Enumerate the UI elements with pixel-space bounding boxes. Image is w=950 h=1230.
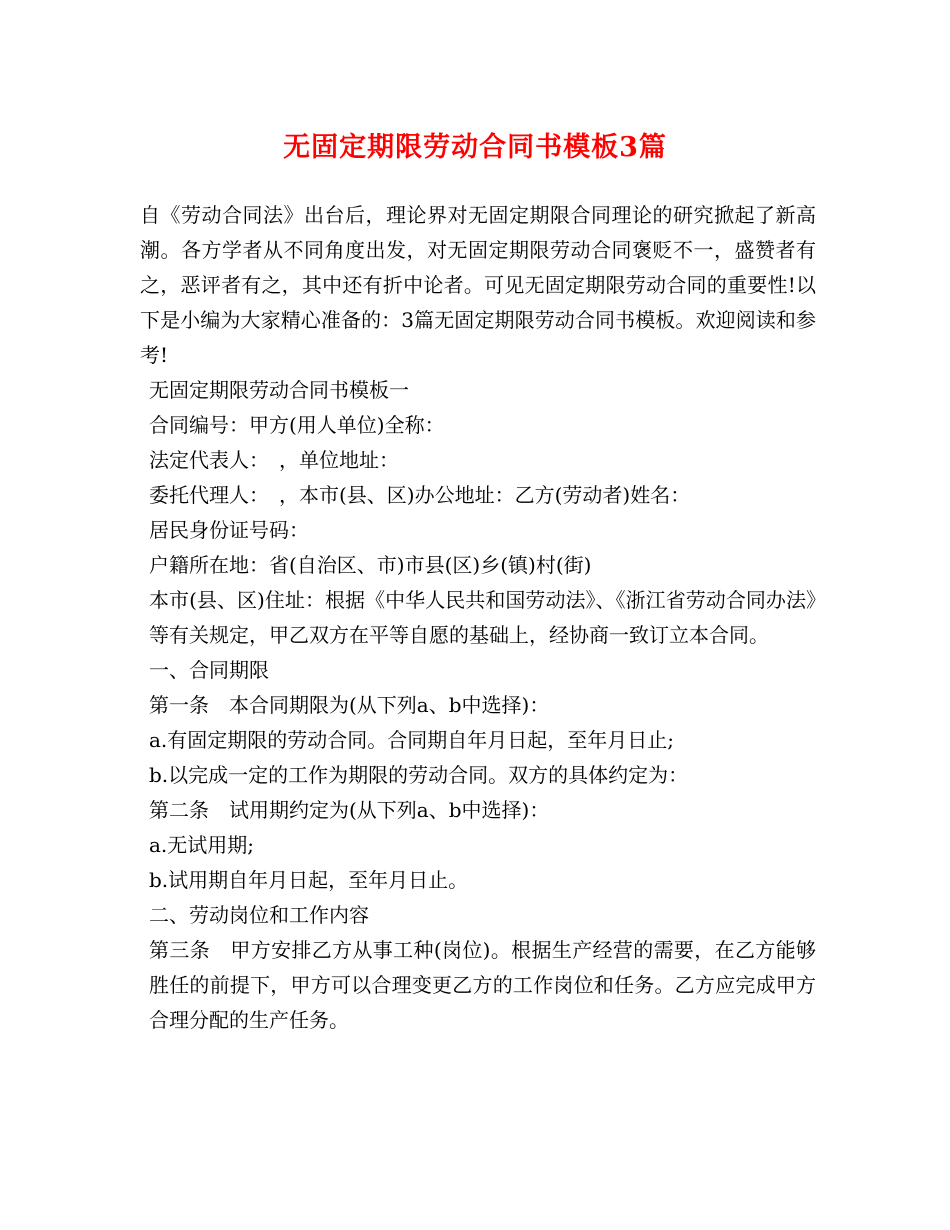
article-two-line: 第二条 试用期约定为(从下列a、b中选择)： [149, 798, 550, 822]
legal-representative-line: 法定代表人： ，单位地址： [149, 448, 399, 472]
intro-paragraph: 自《劳动合同法》出台后，理论界对无固定期限合同理论的研究掀起了新高潮。各方学者从不同角度出发，对无固定期限劳动合同褒贬不一，盛赞者有之，恶评者有之，其中还有折中论者。可见无固定期限劳动合同的重要性!以下是小编为大家精心准备的：3篇无固定期限劳动合同书模板。欢迎阅读和参考! [140, 203, 816, 367]
id-number-line: 居民身份证号码： [149, 518, 309, 542]
article-one-line: 第一条 本合同期限为(从下列a、b中选择)： [149, 693, 550, 717]
option-a-no-probation-line: a.无试用期; [149, 833, 255, 857]
document-title: 无固定期限劳动合同书模板3篇 [283, 132, 667, 163]
option-b-task-term-line: b.以完成一定的工作为期限的劳动合同。双方的具体约定为： [149, 763, 689, 787]
residence-address-paragraph: 本市(县、区)住址：根据《中华人民共和国劳动法》、《浙江省劳动合同办法》等有关规定，甲乙双方在平等自愿的基础上，经协商一致订立本合同。 [149, 588, 816, 647]
option-a-fixed-term-line: a.有固定期限的劳动合同。合同期自年月日起，至年月日止; [149, 728, 675, 752]
section-heading-job-position: 二、劳动岗位和工作内容 [149, 903, 369, 927]
household-registration-line: 户籍所在地：省(自治区、市)市县(区)乡(镇)村(街) [149, 553, 592, 577]
section-heading-contract-term: 一、合同期限 [149, 658, 269, 682]
option-b-probation-period-line: b.试用期自年月日起，至年月日止。 [149, 868, 469, 892]
article-three-paragraph: 第三条 甲方安排乙方从事工种(岗位)。根据生产经营的需要，在乙方能够胜任的前提下，甲方可以合理变更乙方的工作岗位和任务。乙方应完成甲方合理分配的生产任务。 [149, 938, 816, 1032]
contract-number-line: 合同编号：甲方(用人单位)全称： [149, 413, 445, 437]
section-heading-template-one: 无固定期限劳动合同书模板一 [149, 378, 409, 402]
authorized-agent-line: 委托代理人： ，本市(县、区)办公地址：乙方(劳动者)姓名： [149, 483, 691, 507]
document-body [140, 198, 816, 1038]
